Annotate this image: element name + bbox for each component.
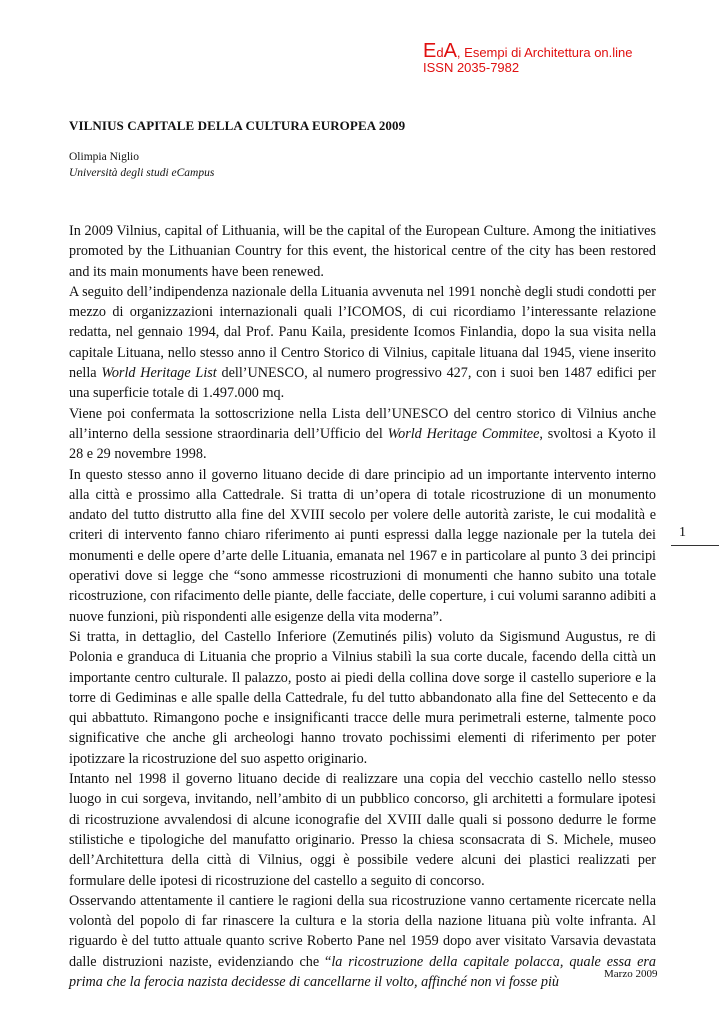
page-number-rule [671, 545, 719, 546]
body-text [69, 221, 656, 992]
abstract-paragraph: In 2009 Vilnius, capital of Lithuania, will be the capital of the European Culture. Among the initiatives promoted by the Lithuanian Country for this event, the historical centre of the city has been restored and its main monuments have been renewed. [69, 223, 656, 280]
body-paragraph: Viene poi confermata la sottoscrizione nella Lista dell’UNESCO del centro storico di Vilnius anche all’interno della sessione straordinaria dell’Ufficio del World Heritage Commitee, svoltosi a Kyoto il 28 e 29 novembre 1998. [69, 405, 656, 463]
journal-name: EdA, Esempi di Architettura on.line [423, 40, 633, 62]
body-paragraph: Osservando attentamente il cantiere le ragioni della sua ricostruzione vanno certamente ricercate nella volontà del popolo di far rinascere la cultura e la storia della nazione lituana più volte infranta. Al riguardo è del tutto attuale quanto scrive Roberto Pane nel 1959 dopo aver visitato Varsavia devastata dalle distruzioni naziste, evidenziando che “la ricostruzione della capitale polacca, quale essa era prima che la ferocia nazista decidesse di cancellarne il volto, affinché non vi fosse più [69, 892, 656, 990]
author-affiliation: Università degli studi eCampus [69, 167, 215, 179]
body-paragraph: Si tratta, in dettaglio, del Castello Inferiore (Zemutinés pilis) voluto da Sigismund Augustus, re di Polonia e granduca di Lituania che proprio a Vilnius stabilì la sua corte ducale, facendo della città un importante centro culturale. Il palazzo, posto ai piedi della collina dove sorge il castello superiore e la torre di Gediminas e alle spalle della Cattedrale, fu del tutto abbandonato alla fine del Settecento e da qui abbattuto. Rimangono poche e insignificanti tracce delle mura perimetrali esterne, talmente poco significative che anche gli archeologi hanno trovato pochissimi elementi di riferimento per poter ipotizzare la ricostruzione del suo aspetto originario. [69, 628, 656, 767]
issn: ISSN 2035-7982 [423, 60, 520, 75]
paper-title: VILNIUS CAPITALE DELLA CULTURA EUROPEA 2009 [69, 118, 406, 133]
page-number: 1 [679, 525, 686, 540]
author-name: Olimpia Niglio [69, 151, 139, 163]
journal-header [423, 40, 633, 75]
footer-date: Marzo 2009 [604, 968, 658, 980]
body-paragraph: In questo stesso anno il governo lituano decide di dare principio ad un importante intervento interno alla città e prossimo alla Cattedrale. Si tratta di un’opera di totale ricostruzione di un monumento andato del tutto distrutto alla fine del XVIII secolo per volere delle autorità zariste, le cui modalità e criteri di intervento fanno chiaro riferimento ai punti espressi dalla legge nazionale per la tutela dei monumenti e delle opere d’arte delle Lituania, emanata nel 1967 e in particolare al punto 3 dei principi operativi dove si legge che “sono ammesse ricostruzioni di monumenti che hanno subito una totale ricostruzione, con rifacimento delle piante, delle facciate, delle coperture, i cui volumi saranno adibiti a nuove funzioni, più rispondenti alle esigenze della vita moderna”. [69, 466, 656, 625]
body-paragraph: Intanto nel 1998 il governo lituano decide di realizzare una copia del vecchio castello nello stesso luogo in cui sorgeva, invitando, nell’ambito di un pubblico concorso, gli architetti a formulare ipotesi di ricostruzione avvalendosi di alcune iconografie del XVIII dalle quali si possono dedurre le forme stilistiche e tipologiche del manufatto originario. Presso la chiesa sconsacrata di S. Michele, museo dell’Architettura della città di Vilnius, oggi è possibile vedere alcuni dei plastici realizzati per formulare delle ipotesi di ricostruzione del castello a seguito di concorso. [69, 771, 656, 889]
body-paragraph: A seguito dell’indipendenza nazionale della Lituania avvenuta nel 1991 nonchè degli studi condotti per mezzo di organizzazioni internazionali quali l’ICOMOS, di cui ricordiamo l’interessante relazione redatta, nel gennaio 1994, dal Prof. Panu Kaila, presidente Icomos Finlandia, dopo la sua visita nella capitale Lituana, nello stesso anno il Centro Storico di Vilnius, capitale lituana dal 1945, viene inserito nella World Heritage List dell’UNESCO, al numero progressivo 427, con i suoi ben 1487 edifici per una superficie totale di 1.497.000 mq. [69, 283, 656, 402]
